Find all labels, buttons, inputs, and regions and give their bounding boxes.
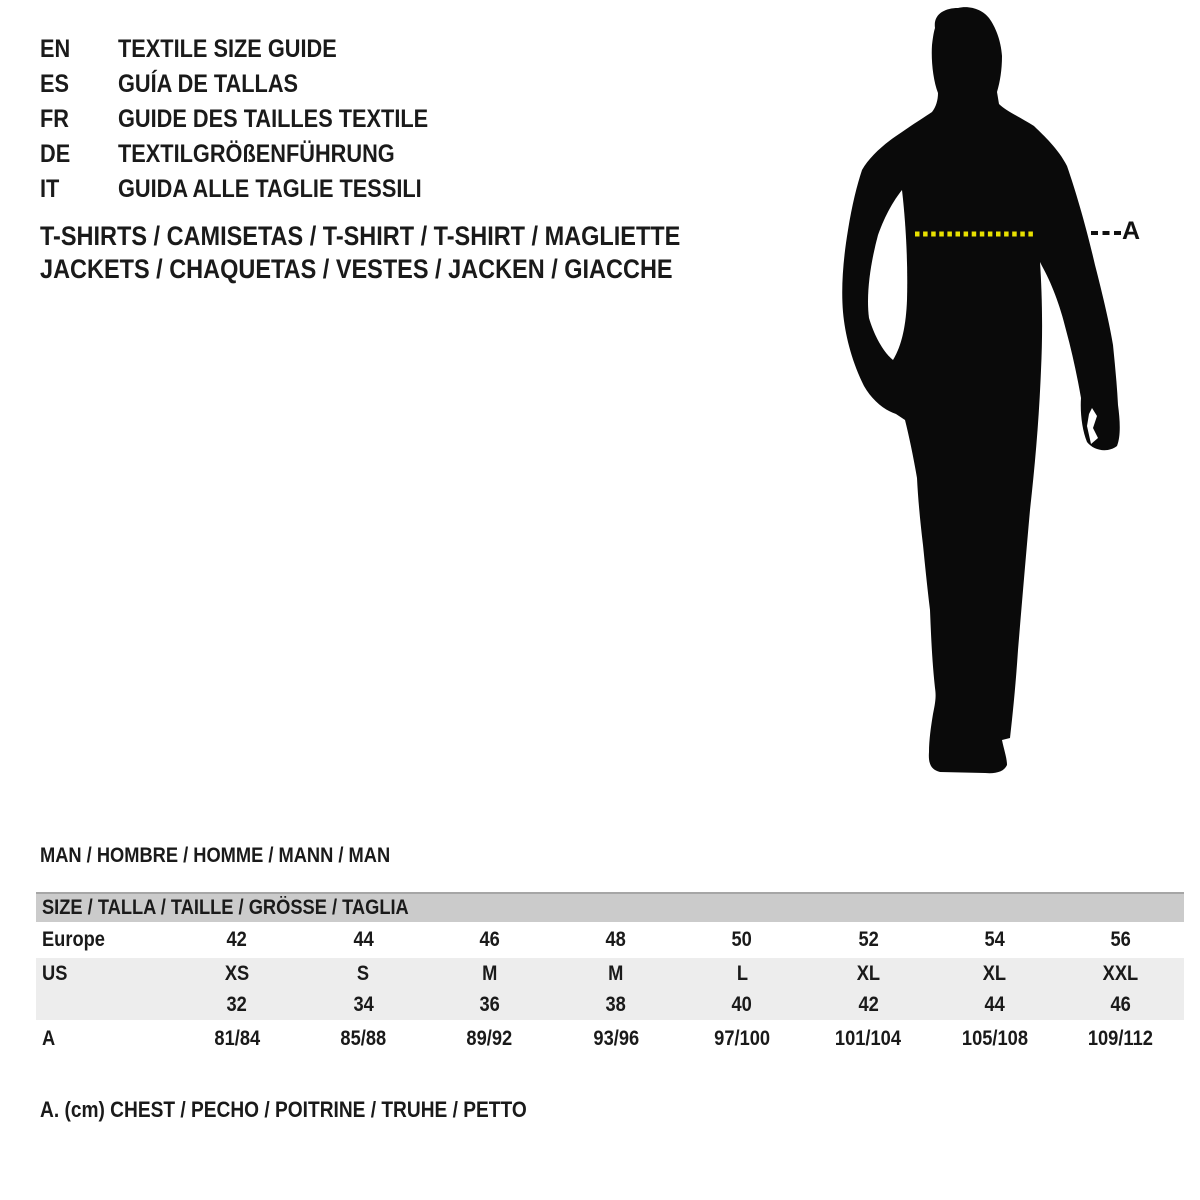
language-code: DE [40,140,71,168]
language-code: IT [40,175,60,203]
language-title: GUÍA DE TALLAS [118,70,299,98]
table-cell: 42 [858,992,879,1016]
size-table-header [36,892,1184,922]
table-cell: XL [982,961,1007,985]
measurement-figure [790,0,1200,800]
table-cell: 50 [731,928,753,951]
table-cell: 38 [605,992,627,1016]
table-cell: XXL [1103,961,1139,985]
language-row-fr [40,102,475,137]
table-cell: 97/100 [714,1027,771,1050]
table-cell: 44 [984,992,1005,1016]
language-title: GUIDE DES TAILLES TEXTILE [118,105,429,133]
table-row-chest-a [36,1020,1184,1058]
row-label: US [42,961,68,985]
language-guide [40,32,475,207]
size-table [36,892,1184,1058]
table-cell: S [357,961,370,985]
row-label: Europe [42,928,105,951]
table-cell: 109/112 [1088,1027,1154,1050]
language-title: TEXTILE SIZE GUIDE [118,35,337,63]
measure-footnote-text: A. (cm) CHEST / PECHO / POITRINE / TRUHE / PETTO [40,1097,527,1122]
table-cell: 52 [858,928,879,951]
table-cell: 56 [1110,928,1132,951]
language-code: EN [40,35,71,63]
language-code: FR [40,105,69,133]
man-silhouette-graphic [790,0,1200,800]
table-cell: 89/92 [466,1027,513,1050]
table-cell: 93/96 [593,1027,639,1050]
size-table-header-text: SIZE / TALLA / TAILLE / GRÖSSE / TAGLIA [42,896,409,919]
category-line-tshirts: T-SHIRTS / CAMISETAS / T-SHIRT / T-SHIRT / MAGLIETTE [40,221,681,251]
language-row-de [40,137,475,172]
table-cell: 46 [1110,992,1132,1016]
language-title: GUIDA ALLE TAGLIE TESSILI [118,175,422,203]
measure-label-a: A [1122,217,1141,245]
table-cell: 105/108 [961,1027,1028,1050]
table-cell: 81/84 [214,1027,260,1050]
table-cell: 54 [984,928,1005,951]
language-code: ES [40,70,70,98]
category-line-jackets: JACKETS / CHAQUETAS / VESTES / JACKEN / GIACCHE [40,254,673,284]
table-cell: 32 [226,992,248,1016]
table-cell: M [608,961,624,985]
table-cell: XL [856,961,881,985]
table-cell: 36 [479,992,500,1016]
table-cell: 44 [353,928,374,951]
hand-gap-cutout [883,420,899,476]
table-cell: 101/104 [835,1027,902,1050]
language-title: TEXTILGRÖßENFÜHRUNG [118,140,395,168]
table-cell: 85/88 [340,1027,387,1050]
table-cell: 42 [226,928,248,951]
table-cell: L [736,961,748,985]
language-row-en [40,32,475,67]
section-title-man [40,844,442,868]
section-title-text: MAN / HOMBRE / HOMME / MANN / MAN [40,844,391,867]
table-cell: M [482,961,498,985]
language-row-es [40,67,475,102]
language-row-it [40,172,475,207]
table-cell: 46 [479,928,500,951]
table-cell: 48 [605,928,627,951]
man-silhouette [842,7,1120,773]
table-cell: XS [224,961,250,985]
product-categories [40,220,776,286]
measure-footnote [40,1097,599,1123]
table-row-europe [36,922,1184,958]
table-cell: 34 [353,992,374,1016]
table-row-us [36,958,1184,989]
table-cell: 40 [731,992,753,1016]
table-row-numeric [36,989,1184,1020]
row-label: A [42,1027,56,1050]
